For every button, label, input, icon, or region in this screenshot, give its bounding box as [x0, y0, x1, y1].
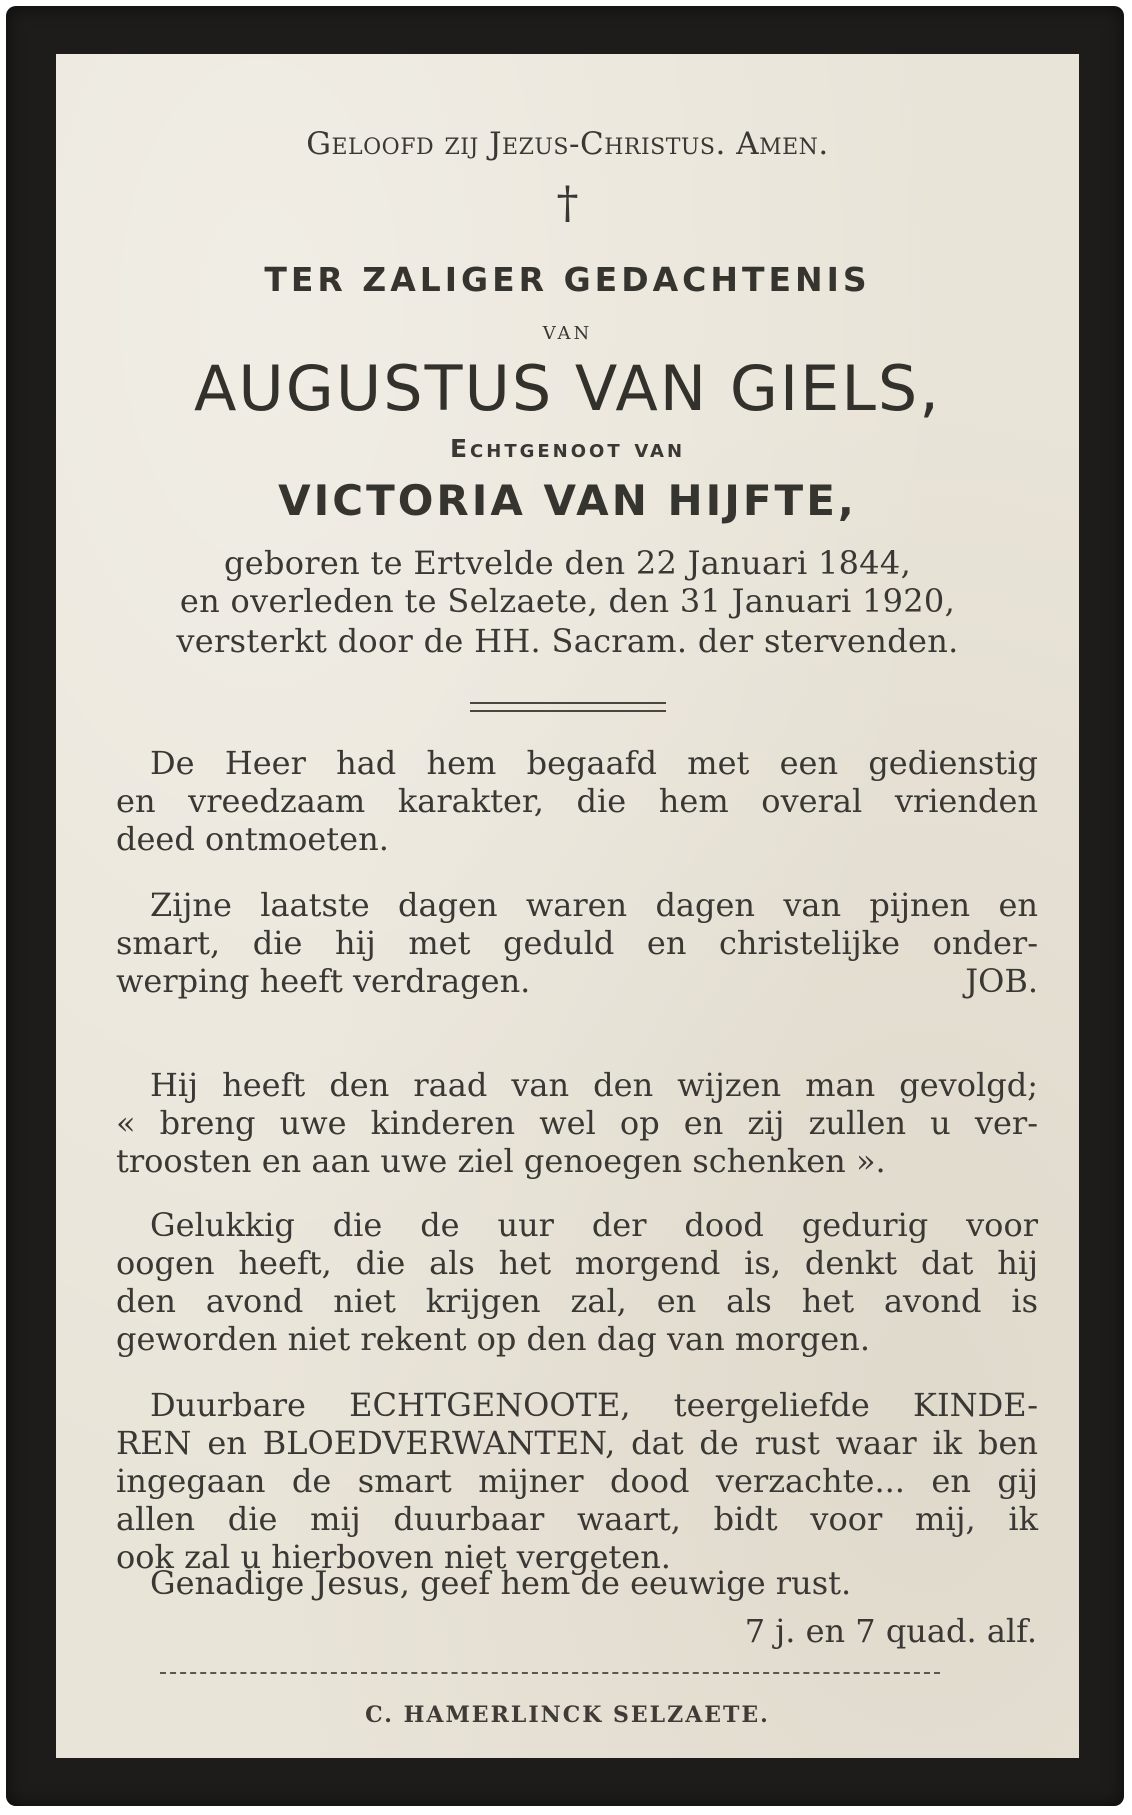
text-line: den avond niet krijgen zal, en als het avond is [116, 1282, 1038, 1320]
spouse-label: Echtgenoot van [449, 434, 686, 463]
text-line: allen die mij duurbaar waart, bidt voor mij, ik [116, 1500, 1038, 1538]
text-line: ook zal u hierboven niet vergeten. [116, 1538, 671, 1576]
paragraph-last-days [116, 886, 1038, 1000]
paragraph-hour-of-death [116, 1206, 1038, 1358]
indulgence-note: 7 j. en 7 quad. alf. [744, 1612, 1037, 1650]
text-line: ingegaan de smart mijner dood verzachte... en gij [116, 1462, 1038, 1500]
text-line: deed ontmoeten. [116, 820, 389, 858]
paragraph-wise-man [116, 1066, 1038, 1180]
opening-invocation: Geloofd zij Jezus-Christus. Amen. [306, 126, 829, 162]
text-line: troosten en aan uwe ziel genoegen schenken ». [116, 1142, 886, 1180]
closing-prayer: Genadige Jesus, geef hem de eeuwige rust. [150, 1564, 852, 1602]
text-line-content: werping heeft verdragen. [116, 962, 531, 1000]
text-line: en vreedzaam karakter, die hem overal vrienden [116, 782, 1038, 820]
text-line: Hij heeft den raad van den wijzen man gevolgd; [150, 1066, 1038, 1104]
paragraph-farewell [116, 1386, 1038, 1576]
death-line: en overleden te Selzaete, den 31 Januari 1920, [179, 582, 956, 620]
memorial-card-border [6, 6, 1124, 1806]
text-line: De Heer had hem begaafd met een gedienstig [150, 744, 1038, 782]
scripture-source: JOB. [965, 962, 1038, 1000]
van-label: van [542, 316, 593, 346]
text-line: Zijne laatste dagen waren dagen van pijnen en [150, 886, 1038, 924]
text-line [116, 962, 1038, 1000]
text-line: geworden niet rekent op den dag van morgen. [116, 1320, 870, 1358]
sacraments-line: versterkt door de HH. Sacram. der stervenden. [176, 622, 959, 660]
printer-imprint: C. HAMERLINCK SELZAETE. [365, 1702, 770, 1728]
memorial-heading: TER ZALIGER GEDACHTENIS [264, 260, 871, 299]
double-divider [470, 702, 666, 712]
spouse-name: VICTORIA VAN HIJFTE, [278, 476, 857, 525]
text-line: REN en BLOEDVERWANTEN, dat de rust waar ik ben [116, 1424, 1038, 1462]
birth-line: geboren te Ertvelde den 22 Januari 1844, [223, 544, 912, 582]
memorial-card-paper [56, 54, 1079, 1758]
cross-icon: † [556, 178, 579, 229]
text-line: « breng uwe kinderen wel op en zij zullen u ver- [116, 1104, 1038, 1142]
text-line: Gelukkig die de uur der dood gedurig voor [150, 1206, 1038, 1244]
text-line: smart, die hij met geduld en christelijke onder- [116, 924, 1038, 962]
deceased-name: AUGUSTUS VAN GIELS, [194, 352, 941, 425]
paragraph-character [116, 744, 1038, 858]
text-line: oogen heeft, die als het morgend is, denkt dat hij [116, 1244, 1038, 1282]
dotted-divider [160, 1672, 940, 1674]
text-line: Duurbare ECHTGENOOTE, teergeliefde KINDE- [150, 1386, 1038, 1424]
